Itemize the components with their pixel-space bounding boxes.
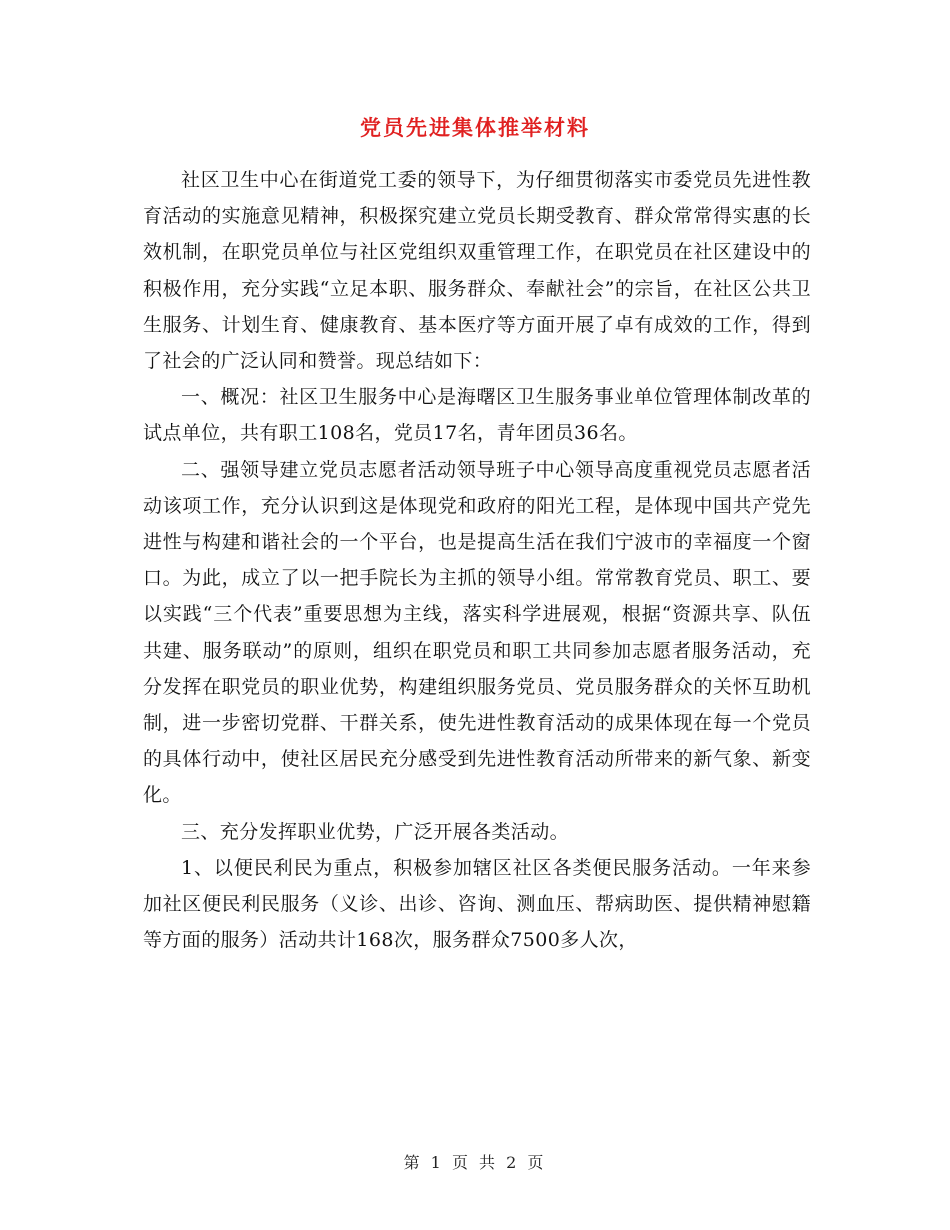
- paragraph-intro: 社区卫生中心在街道党工委的领导下，为仔细贯彻落实市委党员先进性教育活动的实施意见精神，积极探究建立党员长期受教育、群众常常得实惠的长效机制，在职党员单位与社区党组织双重管理工作，在职党员在社区建设中的积极作用，充分实践“立足本职、服务群众、奉献社会”的宗旨，在社区公共卫生服务、计划生育、健康教育、基本医疗等方面开展了卓有成效的工作，得到了社会的广泛认同和赞誉。现总结如下：: [143, 169, 811, 373]
- paragraph-section-three-heading: 三、充分发挥职业优势，广泛开展各类活动。: [181, 820, 570, 843]
- paragraph-item-one: 1、以便民利民为重点，积极参加辖区社区各类便民服务活动。一年来参加社区便民利民服务（义诊、出诊、咨询、测血压、帮病助医、提供精神慰籍等方面的服务）活动共计168次，服务群众7500多人次，: [143, 856, 811, 952]
- document-title: 党员先进集体推举材料: [360, 115, 590, 140]
- document-body: [143, 162, 811, 958]
- page-number-footer: 第 1 页 共 2 页: [403, 1153, 547, 1172]
- paragraph-overview: 一、概况：社区卫生服务中心是海曙区卫生服务事业单位管理体制改革的试点单位，共有职工108名，党员17名，青年团员36名。: [143, 386, 811, 445]
- paragraph-leadership: 二、强领导建立党员志愿者活动领导班子中心领导高度重视党员志愿者活动该项工作，充分认识到这是体现党和政府的阳光工程，是体现中国共产党先进性与构建和谐社会的一个平台，也是提高生活在我们宁波市的幸福度一个窗口。为此，成立了以一把手院长为主抓的领导小组。常常教育党员、职工、要以实践“三个代表”重要思想为主线，落实科学进展观，根据“资源共享、队伍共建、服务联动”的原则，组织在职党员和职工共同参加志愿者服务活动，充分发挥在职党员的职业优势，构建组织服务党员、党员服务群众的关怀互助机制，进一步密切党群、干群关系，使先进性教育活动的成果体现在每一个党员的具体行动中，使社区居民充分感受到先进性教育活动所带来的新气象、新变化。: [143, 458, 811, 807]
